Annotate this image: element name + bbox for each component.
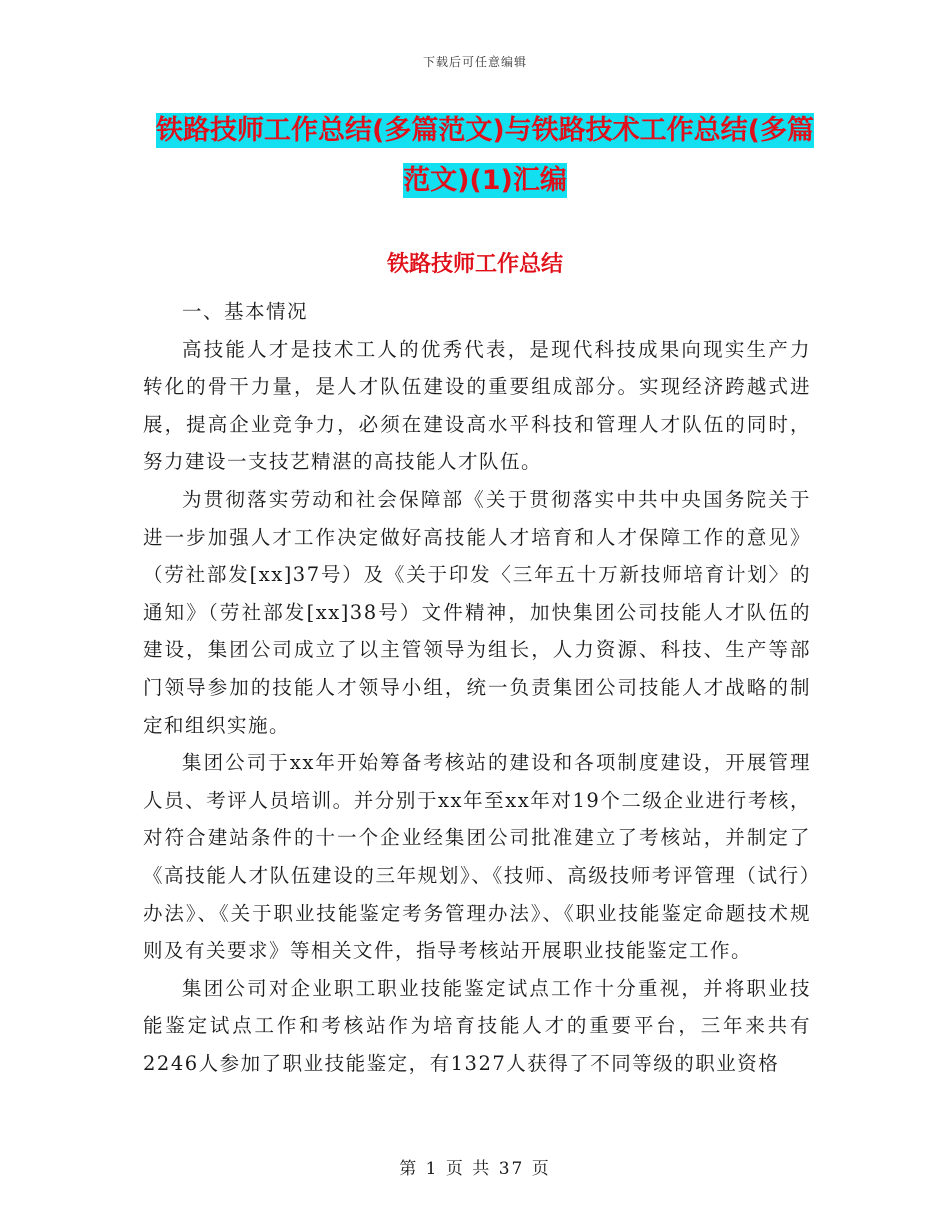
document-body — [143, 293, 811, 1082]
paragraph: 为贯彻落实劳动和社会保障部《关于贯彻落实中共中央国务院关于进一步加强人才工作决定做好高技能人才培育和人才保障工作的意见》（劳社部发[xx]37号）及《关于印发〈三年五十万新技师培育计划〉的通知》（劳社部发[xx]38号）文件精神，加快集团公司技能人才队伍的建设，集团公司成立了以主管领导为组长，人力资源、科技、生产等部门领导参加的技能人才领导小组，统一负责集团公司技能人才战略的制定和组织实施。 — [143, 487, 811, 737]
paragraph: 集团公司对企业职工职业技能鉴定试点工作十分重视，并将职业技能鉴定试点工作和考核站作为培育技能人才的重要平台，三年来共有2246人参加了职业技能鉴定，有1327人获得了不同等级的职业资格 — [143, 976, 811, 1075]
document-title — [150, 106, 820, 206]
paragraph: 高技能人才是技术工人的优秀代表，是现代科技成果向现实生产力转化的骨干力量，是人才队伍建设的重要组成部分。实现经济跨越式进展，提高企业竞争力，必须在建设高水平科技和管理人才队伍的同时，努力建设一支技艺精湛的高技能人才队伍。 — [143, 337, 811, 474]
section-title: 铁路技师工作总结 — [386, 252, 563, 277]
header-note: 下载后可任意编辑 — [422, 55, 527, 69]
page-number: 第 1 页 共 37 页 — [399, 1159, 551, 1179]
document-title-text: 铁路技师工作总结(多篇范文)与铁路技术工作总结(多篇范文)(1)汇编 — [155, 115, 815, 196]
paragraph: 集团公司于xx年开始筹备考核站的建设和各项制度建设，开展管理人员、考评人员培训。并分别于xx年至xx年对19个二级企业进行考核，对符合建站条件的十一个企业经集团公司批准建立了考核站，并制定了《高技能人才队伍建设的三年规划》、《技师、高级技师考评管理（试行）办法》、《关于职业技能鉴定考务管理办法》、《职业技能鉴定命题技术规则及有关要求》等相关文件，指导考核站开展职业技能鉴定工作。 — [143, 751, 811, 963]
section-heading: 一、基本情况 — [182, 300, 309, 323]
